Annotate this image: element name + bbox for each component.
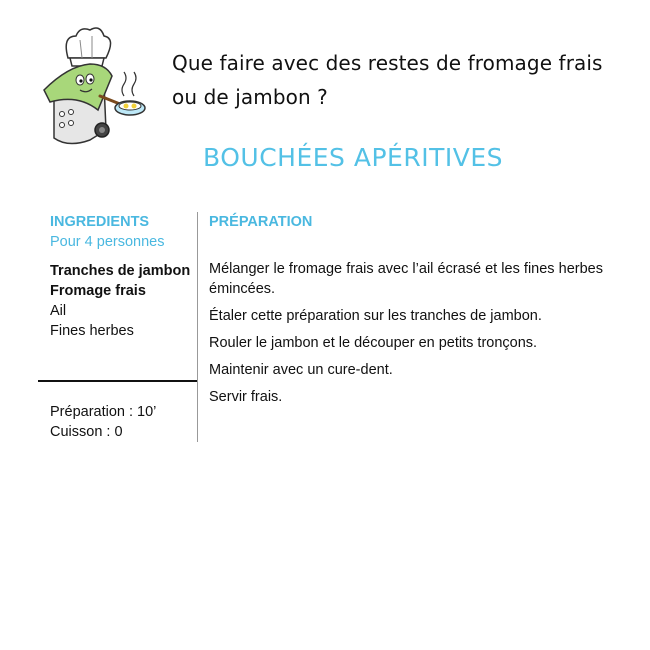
servings-text: Pour 4 personnes (50, 234, 165, 250)
preparation-column (209, 212, 603, 414)
vertical-divider (197, 212, 198, 442)
preparation-step: Étaler cette préparation sur les tranches de jambon. (209, 308, 542, 324)
question-line-2: ou de jambon ? (172, 85, 328, 109)
preparation-step: Maintenir avec un cure-dent. (209, 362, 393, 378)
ingredients-column (50, 212, 195, 341)
preparation-step: Mélanger le fromage frais avec l’ail écrasé et les fines herbes émincées. (209, 261, 603, 297)
ingredient-item: Fines herbes (50, 323, 134, 339)
preparation-steps (209, 259, 603, 407)
recipe-title: BOUCHÉES APÉRITIVES (203, 143, 503, 172)
ingredient-item: Ail (50, 303, 67, 319)
ingredients-heading: INGREDIENTS (50, 214, 150, 230)
question-heading (172, 46, 622, 114)
cooking-time: Cuisson : 0 (50, 424, 123, 440)
preparation-step: Servir frais. (209, 389, 283, 405)
times-block (50, 402, 156, 442)
horizontal-divider (38, 380, 197, 382)
preparation-time: Préparation : 10’ (50, 404, 157, 420)
preparation-heading: PRÉPARATION (209, 214, 313, 230)
ingredients-list (50, 261, 195, 341)
chef-cooking-mascot-icon (38, 26, 148, 152)
preparation-step: Rouler le jambon et le découper en petits tronçons. (209, 335, 538, 351)
ingredient-item: Fromage frais (50, 283, 146, 299)
question-line-1: Que faire avec des restes de fromage frais (172, 51, 603, 75)
ingredient-item: Tranches de jambon (50, 263, 191, 279)
